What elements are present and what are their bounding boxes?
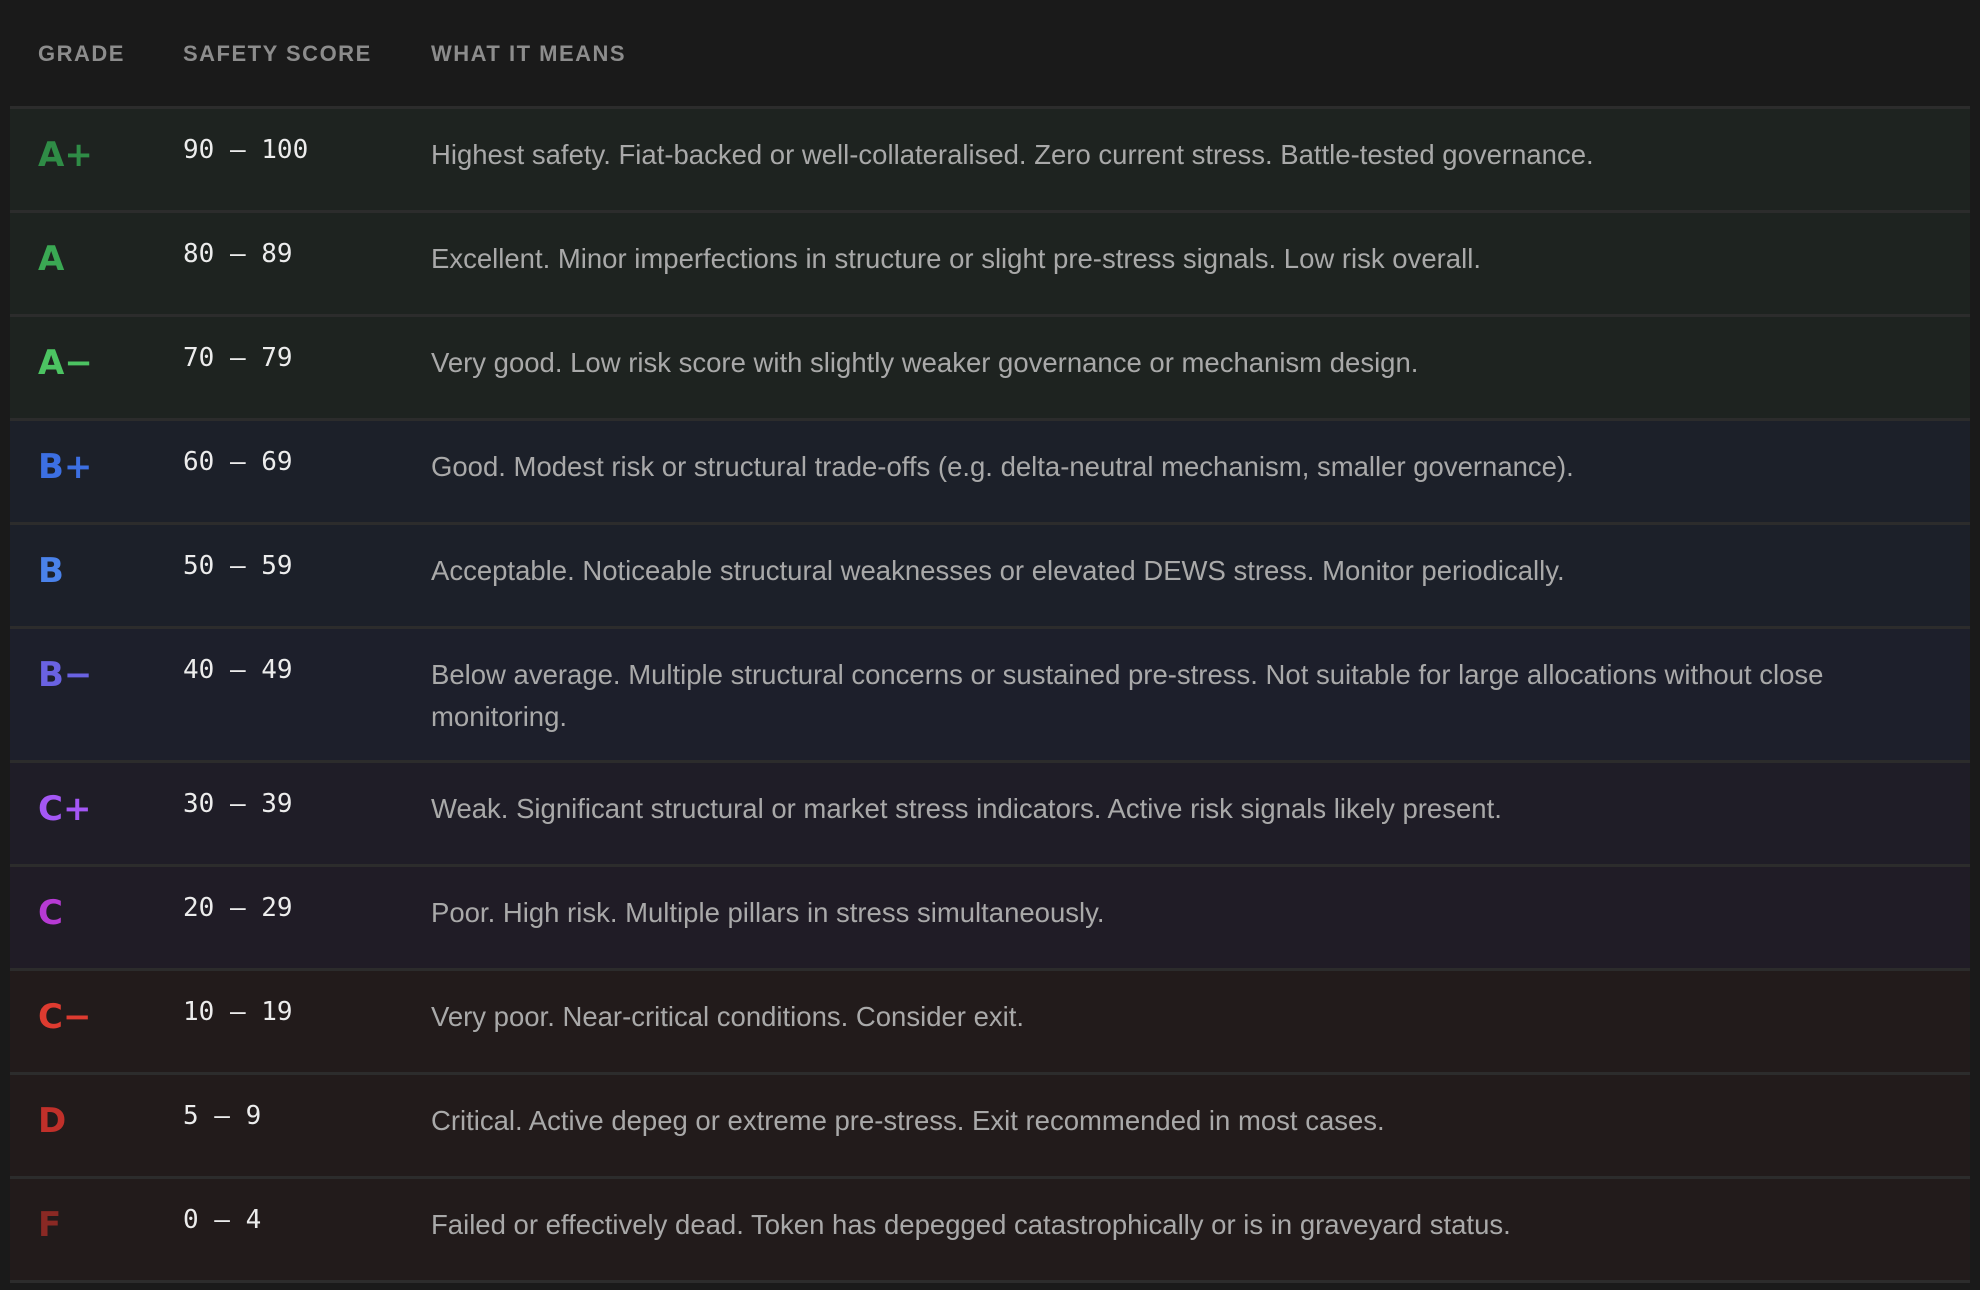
grade-label: F: [38, 1205, 62, 1245]
grade-description: Critical. Active depeg or extreme pre-stress. Exit recommended in most cases.: [431, 1105, 1385, 1136]
score-range: 5 – 9: [183, 1101, 262, 1131]
score-range: 0 – 4: [183, 1205, 262, 1235]
grade-description: Excellent. Minor imperfections in structure or slight pre-stress signals. Low risk overall.: [431, 243, 1481, 274]
grade-description: Failed or effectively dead. Token has depegged catastrophically or is in graveyard status.: [431, 1209, 1511, 1240]
table-header: [10, 0, 1970, 109]
grade-label: C+: [38, 789, 92, 829]
grade-label: D: [38, 1101, 67, 1141]
grade-label: B+: [38, 447, 93, 487]
grade-description: Acceptable. Noticeable structural weaknesses or elevated DEWS stress. Monitor periodically.: [431, 555, 1565, 586]
grade-description: Highest safety. Fiat-backed or well-collateralised. Zero current stress. Battle-tested governance.: [431, 139, 1594, 170]
score-range: 90 – 100: [183, 135, 309, 165]
grade-description: Below average. Multiple structural concerns or sustained pre-stress. Not suitable for large allocations without close monitoring.: [431, 659, 1824, 732]
score-range: 40 – 49: [183, 655, 293, 685]
table-row: [10, 763, 1970, 867]
grade-description: Weak. Significant structural or market stress indicators. Active risk signals likely present.: [431, 793, 1502, 824]
score-range: 30 – 39: [183, 789, 293, 819]
score-range: 70 – 79: [183, 343, 293, 373]
score-range: 20 – 29: [183, 893, 293, 923]
table-row: [10, 1075, 1970, 1179]
table-body: [10, 109, 1970, 1283]
table-row: [10, 971, 1970, 1075]
score-range: 60 – 69: [183, 447, 293, 477]
grade-label: A: [38, 239, 65, 279]
grade-label: A−: [38, 343, 93, 383]
score-range: 50 – 59: [183, 551, 293, 581]
header-safety-score: SAFETY SCORE: [183, 40, 372, 66]
grade-label: C: [38, 893, 63, 933]
table-row: [10, 421, 1970, 525]
header-what-it-means: WHAT IT MEANS: [431, 40, 627, 66]
header-grade: GRADE: [38, 40, 125, 66]
grade-label: A+: [38, 135, 93, 175]
table-row: [10, 525, 1970, 629]
table-row: [10, 213, 1970, 317]
score-range: 80 – 89: [183, 239, 293, 269]
table-row: [10, 867, 1970, 971]
score-range: 10 – 19: [183, 997, 293, 1027]
table-row: [10, 317, 1970, 421]
grade-label: C−: [38, 997, 92, 1037]
grade-description: Very poor. Near-critical conditions. Consider exit.: [431, 1001, 1025, 1032]
grade-label: B: [38, 551, 64, 591]
table-row: [10, 629, 1970, 763]
grade-description: Good. Modest risk or structural trade-offs (e.g. delta-neutral mechanism, smaller governance).: [431, 451, 1574, 482]
table-row: [10, 109, 1970, 213]
table-row: [10, 1179, 1970, 1283]
grade-scale-table: [10, 0, 1970, 1283]
grade-label: B−: [38, 655, 93, 695]
grade-description: Very good. Low risk score with slightly weaker governance or mechanism design.: [431, 347, 1419, 378]
grade-description: Poor. High risk. Multiple pillars in stress simultaneously.: [431, 897, 1105, 928]
